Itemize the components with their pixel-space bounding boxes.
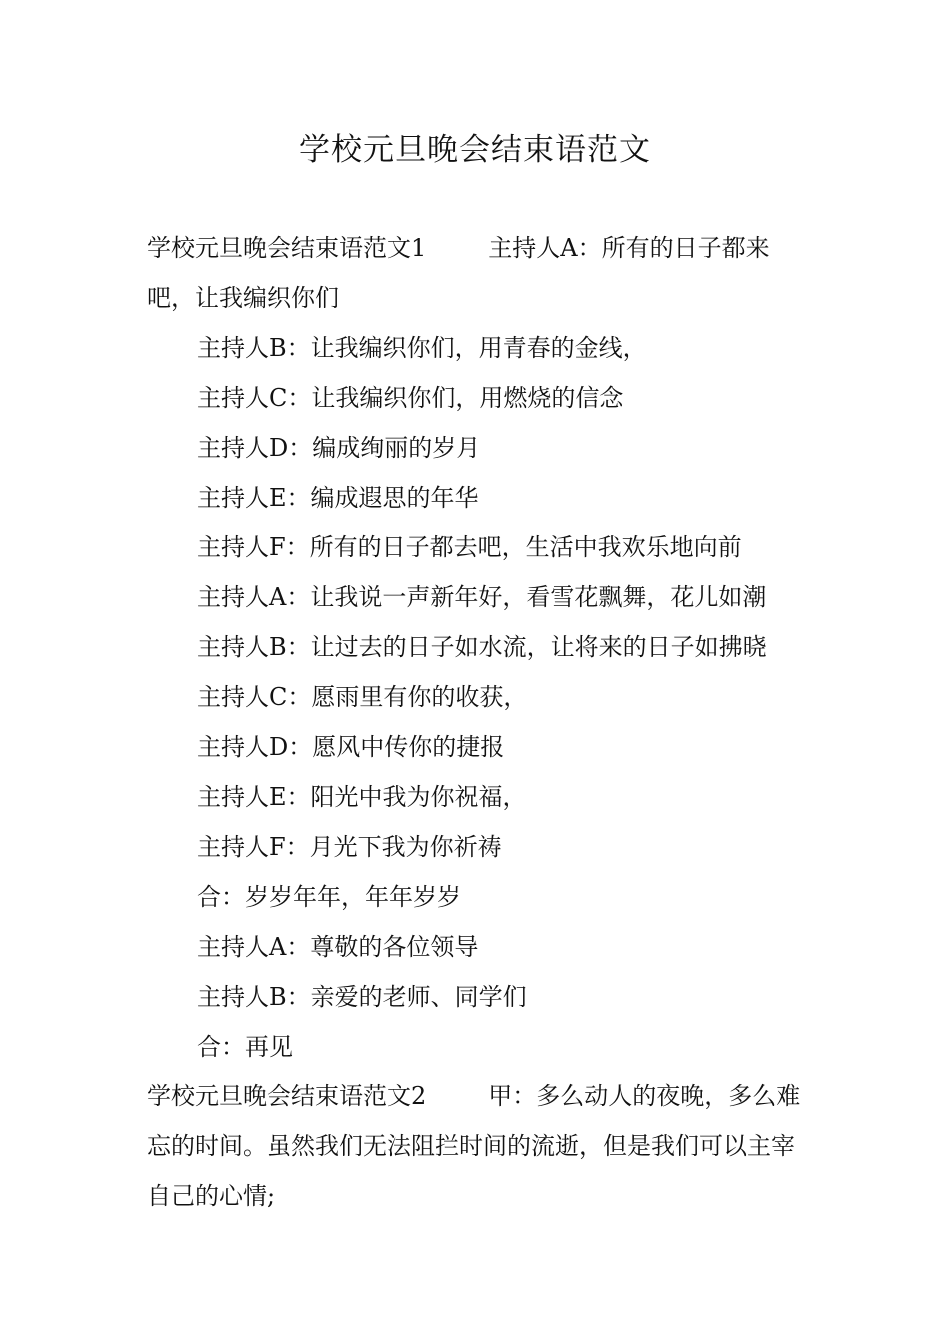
dialogue-line: 主持人D：愿风中传你的捷报	[197, 733, 505, 762]
dialogue-line: 主持人E：编成遐思的年华	[197, 483, 479, 512]
section-2-heading: 学校元旦晚会结束语范文2	[147, 1082, 427, 1111]
dialogue-line: 主持人A：尊敬的各位领导	[197, 932, 479, 961]
section-2-first-line: 甲：多么动人的夜晚，多么难忘的时间。虽然我们无法阻拦时间的流逝，但是我们可以主宰自己的心情;	[147, 1082, 801, 1211]
dialogue-line: 主持人F：月光下我为你祈祷	[197, 832, 502, 861]
document-title: 学校元旦晚会结束语范文	[299, 132, 651, 168]
dialogue-line: 主持人B：亲爱的老师、同学们	[197, 982, 527, 1011]
section-1-opening	[147, 224, 812, 324]
section-2-opening	[147, 1072, 812, 1222]
dialogue-line: 主持人D：编成绚丽的岁月	[197, 433, 481, 462]
dialogue-line: 合：再见	[197, 1032, 293, 1061]
dialogue-line: 主持人C：让我编织你们，用燃烧的信念	[197, 383, 624, 412]
dialogue-line: 主持人E：阳光中我为你祝福，	[197, 782, 527, 811]
section-1-first-line: 主持人A：所有的日子都来吧，让我编织你们	[147, 234, 770, 312]
dialogue-line: 主持人C：愿雨里有你的收获，	[197, 683, 528, 712]
section-1-heading: 学校元旦晚会结束语范文1	[147, 234, 427, 262]
dialogue-line: 主持人B：让过去的日子如水流，让将来的日子如拂晓	[197, 633, 767, 662]
dialogue-line: 主持人B：让我编织你们，用青春的金线，	[197, 333, 647, 362]
dialogue-line: 合：岁岁年年，年年岁岁	[197, 882, 461, 911]
dialogue-line: 主持人A：让我说一声新年好，看雪花飘舞，花儿如潮	[197, 583, 767, 612]
document-body	[147, 224, 812, 1222]
dialogue-line: 主持人F：所有的日子都去吧，生活中我欢乐地向前	[197, 533, 742, 562]
